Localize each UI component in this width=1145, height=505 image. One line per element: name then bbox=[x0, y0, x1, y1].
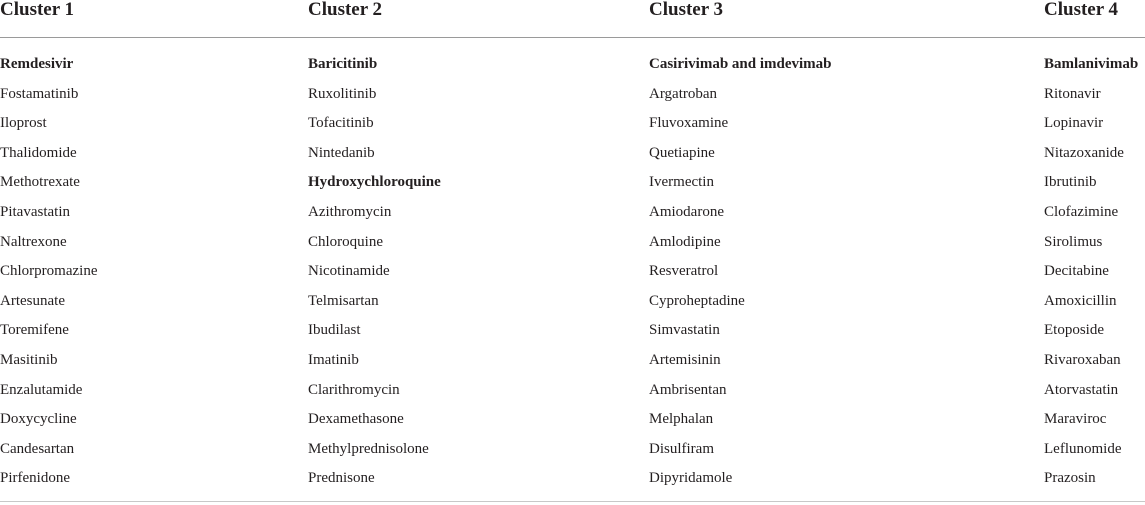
drug-cell: Enzalutamide bbox=[0, 381, 83, 398]
drug-cell: Ivermectin bbox=[649, 174, 714, 191]
drug-cell: Artesunate bbox=[0, 292, 65, 309]
drug-cell: Hydroxychloroquine bbox=[308, 174, 441, 191]
drug-cell: Resveratrol bbox=[649, 263, 719, 280]
drug-cell: Etoposide bbox=[1044, 322, 1104, 339]
table-bottom-rule bbox=[0, 501, 1145, 502]
drug-cell: Doxycycline bbox=[0, 411, 77, 428]
drug-cell: Clofazimine bbox=[1044, 203, 1119, 220]
drug-cell: Dipyridamole bbox=[649, 470, 733, 487]
drug-cell: Cyproheptadine bbox=[649, 292, 745, 309]
drug-cell: Dexamethasone bbox=[308, 411, 404, 428]
drug-cell: Pitavastatin bbox=[0, 203, 70, 220]
drug-cell: Chlorpromazine bbox=[0, 263, 98, 280]
drug-cell: Nicotinamide bbox=[308, 263, 390, 280]
drug-cell: Lopinavir bbox=[1044, 115, 1104, 132]
cluster-4-column bbox=[1044, 52, 1138, 496]
drug-cell: Ibudilast bbox=[308, 322, 361, 339]
drug-cell: Nintedanib bbox=[308, 144, 375, 161]
drug-cell: Azithromycin bbox=[308, 203, 392, 220]
cluster-3-column bbox=[649, 52, 832, 496]
drug-cell: Nitazoxanide bbox=[1044, 144, 1124, 161]
drug-cell: Leflunomide bbox=[1044, 440, 1122, 457]
drug-cell: Pirfenidone bbox=[0, 470, 70, 487]
header-cluster-1: Cluster 1 bbox=[0, 0, 75, 20]
table-header-row bbox=[0, 0, 1145, 37]
drug-cell: Amoxicillin bbox=[1044, 292, 1117, 309]
drug-cell: Thalidomide bbox=[0, 144, 77, 161]
cluster-1-column bbox=[0, 52, 97, 496]
drug-cell: Candesartan bbox=[0, 440, 75, 457]
drug-cell: Remdesivir bbox=[0, 56, 74, 72]
drug-cell: Masitinib bbox=[0, 351, 58, 368]
drug-cell: Imatinib bbox=[308, 351, 359, 368]
drug-cell: Artemisinin bbox=[649, 351, 721, 368]
header-cluster-4: Cluster 4 bbox=[1044, 0, 1119, 20]
drug-cell: Simvastatin bbox=[649, 322, 720, 339]
drug-cell: Amlodipine bbox=[649, 233, 721, 250]
header-cluster-3: Cluster 3 bbox=[649, 0, 724, 20]
drug-cell: Maraviroc bbox=[1044, 411, 1107, 428]
header-cluster-2: Cluster 2 bbox=[308, 0, 383, 20]
drug-cell: Decitabine bbox=[1044, 263, 1109, 280]
drug-cell: Melphalan bbox=[649, 411, 714, 428]
drug-cell: Fluvoxamine bbox=[649, 115, 729, 132]
drug-cell: Ambrisentan bbox=[649, 381, 727, 398]
drug-cell: Disulfiram bbox=[649, 440, 714, 457]
drug-cell: Sirolimus bbox=[1044, 233, 1103, 250]
drug-cell: Prazosin bbox=[1044, 470, 1096, 487]
drug-cell: Clarithromycin bbox=[308, 381, 400, 398]
header-divider bbox=[0, 37, 1145, 38]
drug-cell: Baricitinib bbox=[308, 56, 378, 72]
cluster-2-column bbox=[308, 52, 441, 496]
drug-cell: Tofacitinib bbox=[308, 115, 374, 132]
drug-cell: Ruxolitinib bbox=[308, 85, 377, 102]
drug-cell: Toremifene bbox=[0, 322, 69, 339]
drug-cell: Atorvastatin bbox=[1044, 381, 1119, 398]
drug-cell: Fostamatinib bbox=[0, 85, 79, 102]
drug-cell: Naltrexone bbox=[0, 233, 67, 250]
drug-cell: Quetiapine bbox=[649, 144, 715, 161]
drug-cell: Rivaroxaban bbox=[1044, 351, 1121, 368]
drug-cell: Iloprost bbox=[0, 115, 47, 132]
drug-cell: Prednisone bbox=[308, 470, 375, 487]
drug-cell: Chloroquine bbox=[308, 233, 383, 250]
drug-cell: Amiodarone bbox=[649, 203, 724, 220]
drug-cell: Bamlanivimab bbox=[1044, 56, 1139, 72]
drug-cell: Telmisartan bbox=[308, 292, 379, 309]
drug-cell: Methotrexate bbox=[0, 174, 80, 191]
drug-cell: Methylprednisolone bbox=[308, 440, 429, 457]
drug-cell: Ibrutinib bbox=[1044, 174, 1097, 191]
drug-cell: Casirivimab and imdevimab bbox=[649, 56, 832, 72]
drug-cell: Argatroban bbox=[649, 85, 718, 102]
drug-cell: Ritonavir bbox=[1044, 85, 1101, 102]
